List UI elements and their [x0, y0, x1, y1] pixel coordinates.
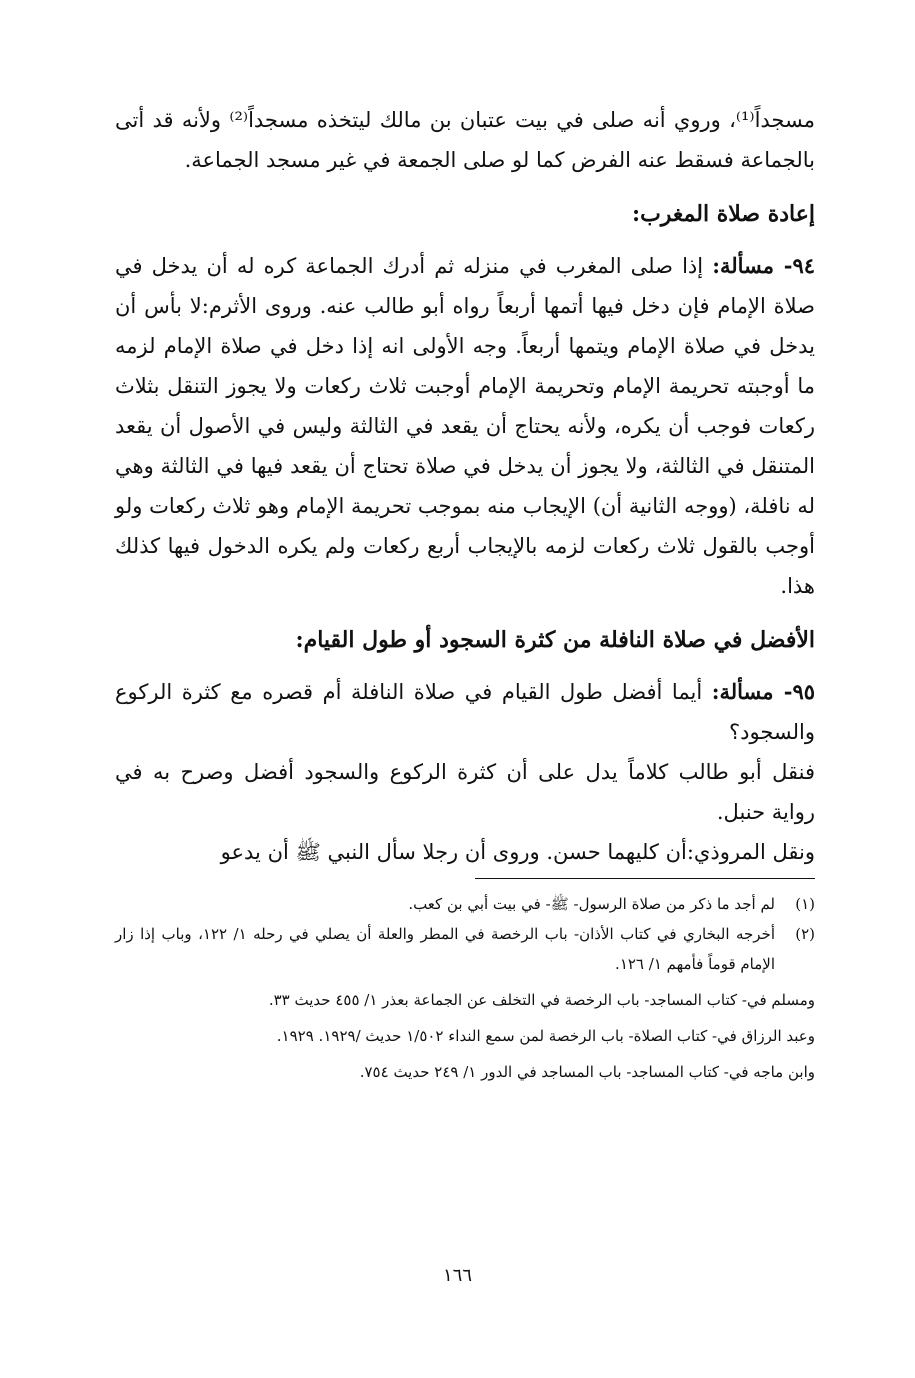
footnote-divider: [475, 878, 815, 879]
issue-95: [115, 672, 815, 752]
page-number: ١٦٦: [442, 1265, 472, 1286]
footnote-mark: (١): [795, 895, 815, 913]
footnote-item: [115, 889, 815, 919]
issue-94-text: إذا صلى المغرب في منزله ثم أدرك الجماعة كره له أن يدخل في صلاة الإمام فإن دخل فيها أتمها أربعاً رواه أبو طالب عنه. وروى الأثرم:لا بأس أن يدخل في صلاة الإمام ويتمها أربعاً. وجه الأولى انه إذا دخل في صلاة الإمام لزمه ما أوجبته تحريمة الإمام وتحريمة الإمام أوجبت ثلاث ركعات ولا يجوز التنقل بثلاث ركعات فوجب أن يكره، ولأنه يحتاج أن يقعد في الثالثة وليس في الأصول أن يقعد المتنقل في الثالثة، ولا يجوز أن يدخل في صلاة تحتاج أن يقعد فيها في الثالثة وهي له نافلة، (ووجه الثانية أن) الإيجاب منه بموجب تحريمة الإمام وهو ثلاث ركعات ولو أوجب بالقول ثلاث ركعات لزمه بالإيجاب أربع ركعات ولم يكره الدخول فيها كذلك هذا.: [115, 254, 815, 598]
section-heading-maghrib: إعادة صلاة المغرب:: [631, 201, 815, 227]
paragraph-intro: مسجداً⁽¹⁾، وروي أنه صلى في بيت عتبان بن مالك ليتخذه مسجداً⁽²⁾ ولأنه قد أتى بالجماعة فسقط عنه الفرض كما لو صلى الجمعة في غير مسجد الجماعة.: [115, 108, 815, 172]
footnote-continuation: وابن ماجه في- كتاب المساجد- باب المساجد في الدور ١/ ٢٤٩ حديث ٧٥٤.: [359, 1063, 815, 1081]
footnote-continuation: وعبد الرزاق في- كتاب الصلاة- باب الرخصة لمن سمع النداء ١/٥٠٢ حديث /١٩٢٩. ١٩٢٩.: [276, 1027, 815, 1045]
issue-95-number: ٩٥- مسألة:: [711, 679, 815, 704]
footnote-continuation: ومسلم في- كتاب المساجد- باب الرخصة في التخلف عن الجماعة بعذر ١/ ٤٥٥ حديث ٣٣.: [268, 991, 815, 1009]
footnote-text: أخرجه البخاري في كتاب الأذان- باب الرخصة في المطر والعلة أن يصلي في رحله ١/ ١٢٢، وباب إذا زار الإمام قوماً فأمهم ١/ ١٢٦.: [115, 925, 775, 973]
section-heading-nafila: الأفضل في صلاة النافلة من كثرة السجود أو طول القيام:: [295, 627, 815, 653]
footnote-item: [115, 919, 815, 979]
paragraph-marwazi: ونقل المروذي:أن كليهما حسن. وروى أن رجلا سأل النبي ﷺ أن يدعو: [220, 840, 815, 864]
issue-95-text: أيما أفضل طول القيام في صلاة النافلة أم قصره مع كثرة الركوع والسجود؟: [115, 680, 815, 744]
footnote-mark: (٢): [795, 925, 815, 943]
footnotes: [115, 889, 815, 1087]
issue-94-number: ٩٤- مسألة:: [712, 253, 815, 278]
page-content: [115, 100, 815, 1087]
paragraph-abu-talib: فنقل أبو طالب كلاماً يدل على أن كثرة الركوع والسجود أفضل وصرح به في رواية حنبل.: [115, 760, 815, 824]
footnote-text: لم أجد ما ذكر من صلاة الرسول- ﷺ- في بيت أبي بن كعب.: [408, 895, 775, 913]
issue-94: [115, 246, 815, 606]
